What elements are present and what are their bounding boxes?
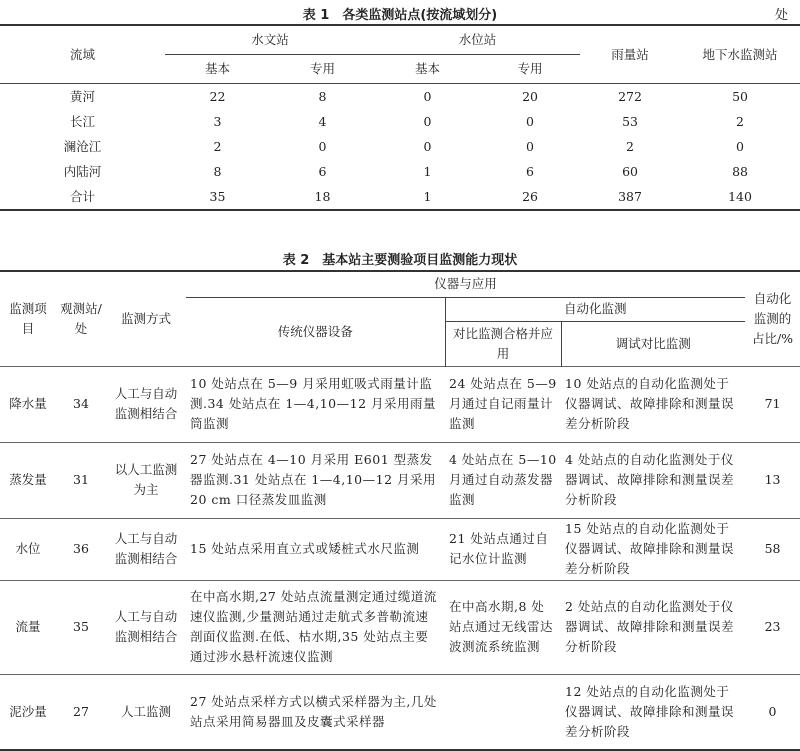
cell-item: 泥沙量 (0, 674, 56, 750)
header-compare-pass: 对比监测合格并应用 (445, 321, 561, 366)
table-row (0, 159, 800, 184)
cell-basin: 黄河 (69, 88, 95, 104)
cell-level-special: 20 (522, 88, 538, 104)
cell-compare-pass (445, 674, 561, 750)
cell-stations: 27 (56, 674, 106, 750)
header-basic: 基本 (375, 55, 480, 84)
cell-traditional: 15 处站点采用直立式或矮桩式水尺监测 (186, 518, 445, 580)
header-ratio: 自动化监测的占比/% (751, 290, 794, 346)
cell-level-special: 6 (526, 163, 534, 179)
cell-traditional: 27 处站点采样方式以横式采样器为主,几处站点采用简易器皿及皮囊式采样器 (186, 674, 445, 750)
cell-hydro-special: 4 (318, 113, 327, 129)
header-method: 监测方式 (120, 310, 171, 326)
header-traditional: 传统仪器设备 (277, 323, 353, 339)
table-row (0, 134, 800, 159)
cell-traditional: 在中高水期,27 处站点流量测定通过缆道流速仪监测,少量测站通过走航式多普勒流速剖面仪监测.在低、枯水期,35 处站点主要通过涉水悬杆流速仪监测 (186, 580, 445, 674)
cell-traditional: 10 处站点在 5—9 月采用虹吸式雨量计监测.34 处站点在 1—4,10—12 月采用雨量筒监测 (186, 366, 445, 442)
cell-debug-compare: 12 处站点的自动化监测处于仪器调试、故障排除和测量误差分析阶段 (561, 674, 745, 750)
header-special: 专用 (270, 55, 375, 84)
cell-level-basic: 0 (423, 113, 432, 129)
cell-item: 蒸发量 (0, 442, 56, 518)
cell-hydro-basic: 22 (209, 88, 226, 104)
header-water-level: 水位站 (375, 25, 580, 55)
table-row (0, 366, 800, 442)
cell-rain: 53 (622, 113, 638, 129)
cell-hydro-basic: 35 (209, 188, 226, 204)
header-item: 监测项目 (9, 300, 47, 336)
cell-traditional: 27 处站点在 4—10 月采用 E601 型蒸发器监测.31 处站点在 1—4,10—12 月采用 20 cm 口径蒸发皿监测 (186, 442, 445, 518)
cell-method: 以人工监测为主 (106, 442, 186, 518)
cell-method: 人工与自动监测相结合 (106, 518, 186, 580)
cell-groundwater: 88 (732, 163, 748, 179)
cell-hydro-special: 18 (314, 188, 331, 204)
header-rain: 雨量站 (580, 25, 680, 84)
header-instruments: 仪器与应用 (186, 271, 745, 297)
cell-basin: 长江 (69, 113, 95, 129)
cell-debug-compare: 15 处站点的自动化监测处于仪器调试、故障排除和测量误差分析阶段 (561, 518, 745, 580)
cell-level-basic: 0 (423, 88, 432, 104)
cell-stations: 31 (56, 442, 106, 518)
table-row (0, 84, 800, 110)
header-special: 专用 (480, 55, 580, 84)
cell-groundwater: 0 (736, 138, 744, 154)
cell-stations: 34 (56, 366, 106, 442)
cell-compare-pass: 24 处站点在 5—9 月通过自记雨量计监测 (445, 366, 561, 442)
cell-debug-compare: 2 处站点的自动化监测处于仪器调试、故障排除和测量误差分析阶段 (561, 580, 745, 674)
cell-hydro-special: 8 (318, 88, 327, 104)
header-hydrological: 水文站 (165, 25, 375, 55)
header-debug-compare: 调试对比监测 (561, 321, 745, 366)
cell-hydro-basic: 8 (213, 163, 222, 179)
cell-level-special: 26 (522, 188, 538, 204)
table-row (0, 674, 800, 750)
table2-monitoring-capability (0, 270, 800, 751)
cell-basin: 内陆河 (63, 163, 102, 179)
cell-method: 人工监测 (106, 674, 186, 750)
cell-ratio: 13 (745, 442, 800, 518)
table2-title: 表 2 基本站主要测验项目监测能力现状 (282, 253, 518, 268)
cell-compare-pass: 在中高水期,8 处站点通过无线雷达波测流系统监测 (445, 580, 561, 674)
cell-ratio: 23 (745, 580, 800, 674)
table-row (0, 580, 800, 674)
cell-hydro-basic: 3 (213, 113, 222, 129)
cell-level-basic: 1 (423, 188, 432, 204)
cell-level-basic: 1 (423, 163, 432, 179)
cell-rain: 272 (618, 88, 642, 104)
cell-ratio: 71 (745, 366, 800, 442)
cell-hydro-special: 6 (318, 163, 327, 179)
cell-item: 降水量 (0, 366, 56, 442)
cell-item: 流量 (0, 580, 56, 674)
cell-rain: 60 (622, 163, 638, 179)
cell-method: 人工与自动监测相结合 (106, 580, 186, 674)
header-basin: 流域 (0, 25, 165, 84)
cell-method: 人工与自动监测相结合 (106, 366, 186, 442)
cell-compare-pass: 21 处站点通过自记水位计监测 (445, 518, 561, 580)
header-automation: 自动化监测 (445, 297, 745, 321)
cell-hydro-special: 0 (318, 138, 327, 154)
cell-compare-pass: 4 处站点在 5—10 月通过自动蒸发器监测 (445, 442, 561, 518)
header-stations: 观测站/处 (60, 300, 102, 336)
cell-debug-compare: 4 处站点的自动化监测处于仪器调试、故障排除和测量误差分析阶段 (561, 442, 745, 518)
cell-stations: 35 (56, 580, 106, 674)
cell-rain: 2 (626, 138, 634, 154)
cell-groundwater: 50 (732, 88, 748, 104)
cell-groundwater: 2 (736, 113, 744, 129)
cell-groundwater: 140 (728, 188, 752, 204)
cell-level-special: 0 (526, 138, 534, 154)
cell-stations: 36 (56, 518, 106, 580)
cell-debug-compare: 10 处站点的自动化监测处于仪器调试、故障排除和测量误差分析阶段 (561, 366, 745, 442)
cell-hydro-basic: 2 (213, 138, 222, 154)
cell-level-special: 0 (526, 113, 534, 129)
table1-title: 表 1 各类监测站点(按流域划分) (302, 8, 498, 23)
table-row (0, 518, 800, 580)
table-row (0, 109, 800, 134)
table1-unit: 处 (774, 8, 788, 23)
cell-item: 水位 (0, 518, 56, 580)
cell-level-basic: 0 (423, 138, 432, 154)
header-groundwater: 地下水监测站 (680, 25, 800, 84)
header-basic: 基本 (165, 55, 270, 84)
cell-ratio: 58 (745, 518, 800, 580)
table-row (0, 184, 800, 210)
cell-rain: 387 (618, 188, 642, 204)
table-row (0, 442, 800, 518)
cell-ratio: 0 (745, 674, 800, 750)
cell-basin: 合计 (69, 188, 95, 204)
cell-basin: 澜沧江 (63, 138, 102, 154)
table1-monitoring-stations (0, 24, 800, 211)
